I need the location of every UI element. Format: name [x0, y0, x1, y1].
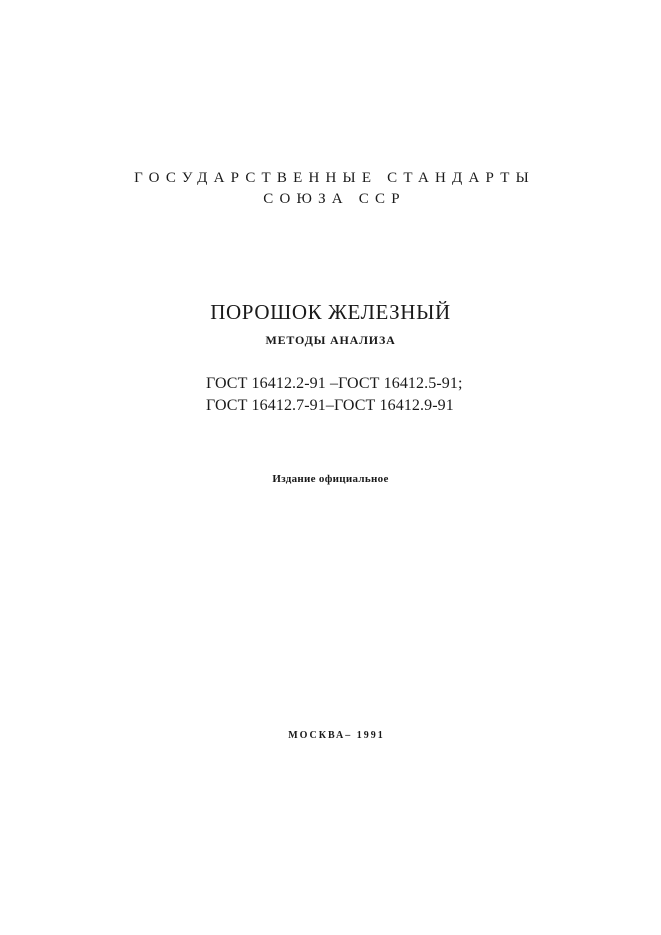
standard-range-1: ГОСТ 16412.2-91 –ГОСТ 16412.5-91;	[206, 375, 463, 392]
series-header-line-2: СОЮЗА ССР	[263, 191, 406, 207]
series-header-line-1: ГОСУДАРСТВЕННЫЕ СТАНДАРТЫ	[134, 170, 535, 186]
document-subtitle: МЕТОДЫ АНАЛИЗА	[265, 333, 396, 347]
edition-note: Издание официальное	[272, 473, 389, 485]
publication-imprint: МОСКВА– 1991	[288, 730, 385, 741]
document-title: ПОРОШОК ЖЕЛЕЗНЫЙ	[210, 300, 451, 324]
standard-range-2: ГОСТ 16412.7-91–ГОСТ 16412.9-91	[206, 397, 454, 414]
